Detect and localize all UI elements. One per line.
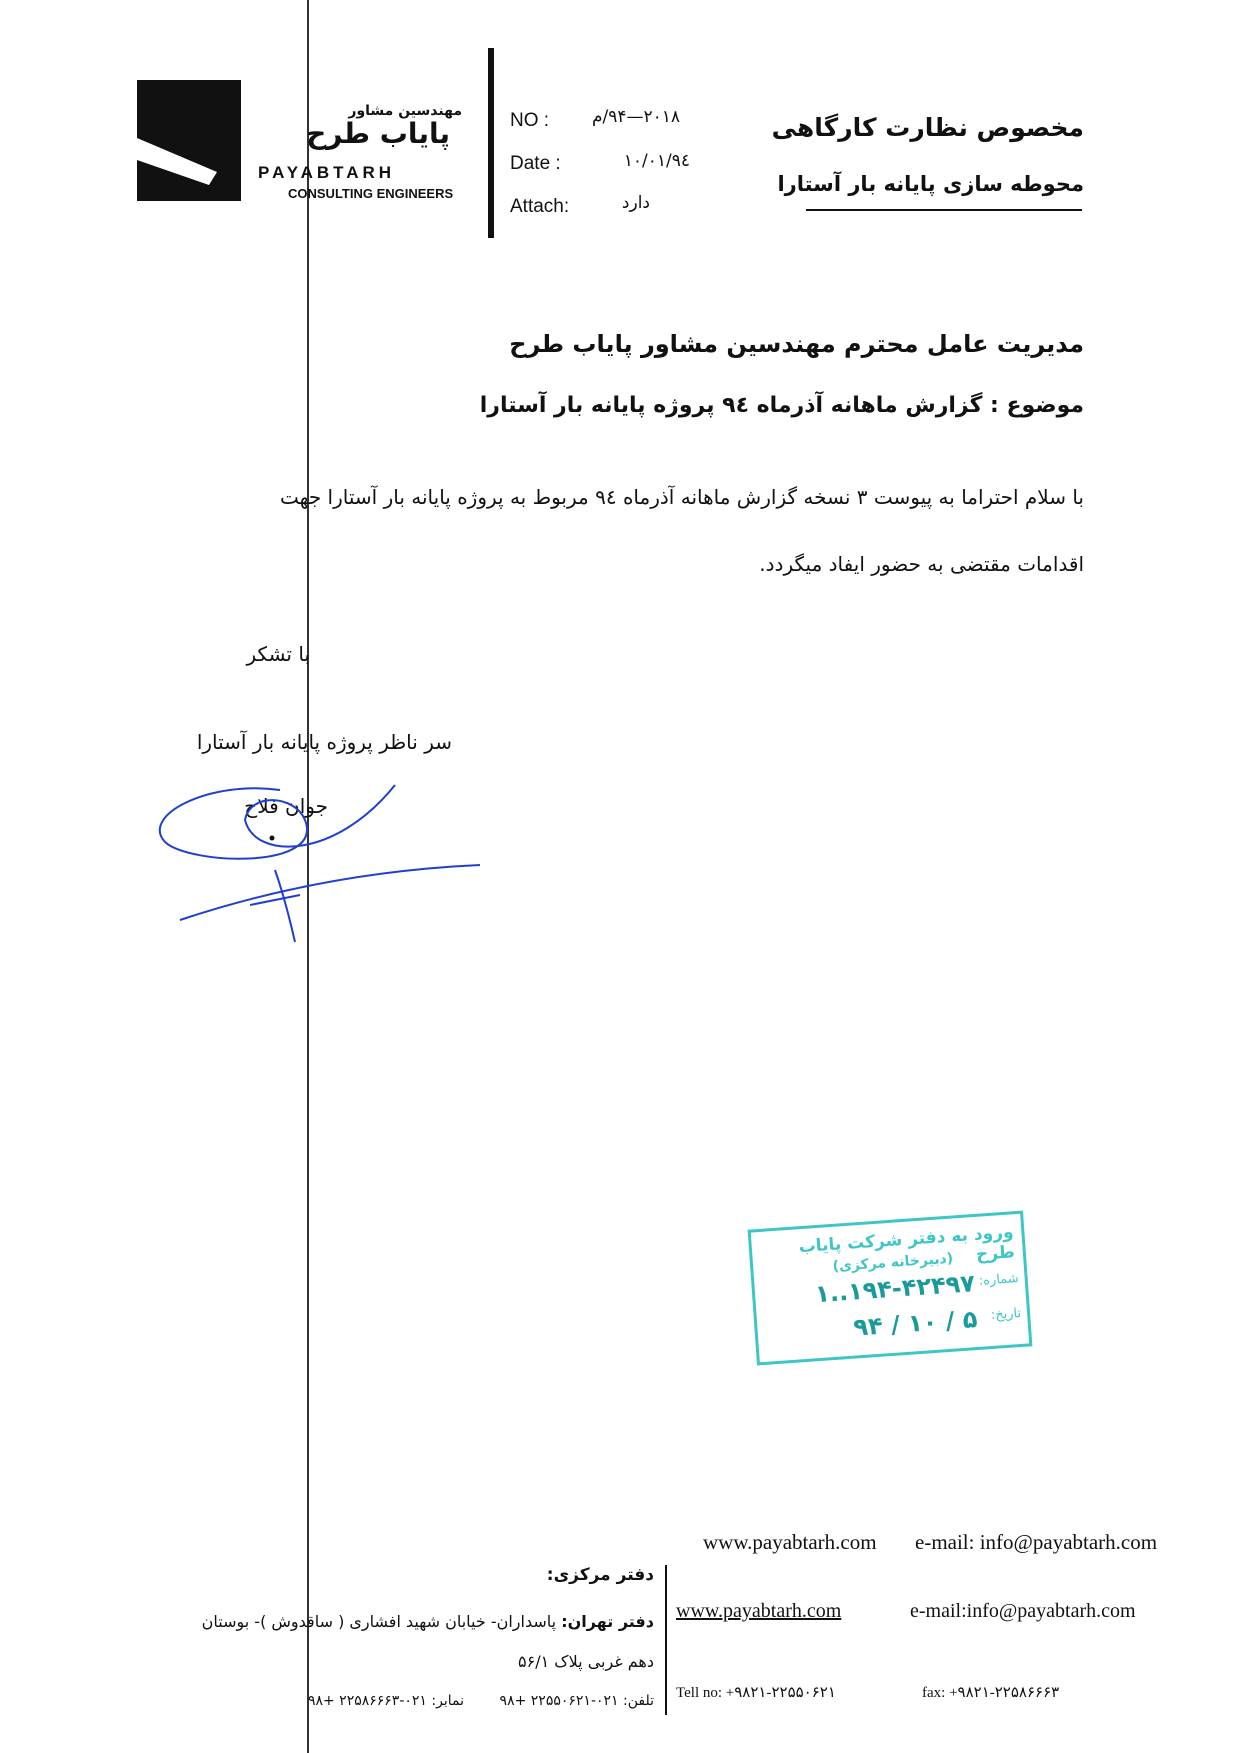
footer-email[interactable]: e-mail: info@payabtarh.com [915, 1530, 1158, 1554]
stamp-date-label: تاریخ: [990, 1305, 1022, 1324]
signer-name: جوان فلاح [244, 794, 328, 818]
footer-website-link[interactable]: www.payabtarh.com [676, 1600, 842, 1622]
logo-en-sub: CONSULTING ENGINEERS [288, 186, 454, 201]
date-value: ۹٤/۱۰/۰۱ [623, 151, 690, 171]
signer-title: سر ناظر پروژه پایانه بار آستارا [196, 730, 452, 754]
footer-tehran-label: دفتر تهران: [561, 1612, 654, 1631]
signature [150, 780, 490, 954]
footer-tel-en: Tell no: +۹۸۲۱-۲۲۵۵۰۶۲۱ [676, 1685, 836, 1701]
received-stamp [748, 1211, 1033, 1366]
header-divider [488, 48, 494, 238]
logo-fa-top: مهندسین مشاور [348, 103, 462, 119]
header-underline [806, 209, 1082, 211]
footer-tehran-address-2: دهم غربی پلاک ۵۶/۱ [518, 1652, 654, 1671]
subject: موضوع : گزارش ماهانه آذرماه ۹٤ پروژه پایانه بار آستارا [479, 393, 1084, 418]
recipient: مدیریت عامل محترم مهندسین مشاور پایاب طرح [509, 330, 1084, 358]
attach-value: دارد [621, 193, 650, 213]
closing: با تشکر [246, 642, 310, 666]
footer-tehran-address [190, 1612, 654, 1631]
stamp-number: ۱..۱۹۴-۴۲۴۹۷ [814, 1269, 976, 1309]
header-subtitle: محوطه سازی پایانه بار آستارا [777, 172, 1084, 196]
stamp-number-label: شماره: [978, 1271, 1020, 1289]
date-label: Date : [510, 153, 561, 174]
logo-en-name: PAYABTARH [258, 163, 396, 182]
stamp-subtitle: (دبیرخانه مرکزی) [832, 1250, 954, 1275]
header-title: مخصوص نظارت کارگاهی [771, 113, 1084, 142]
attach-label: Attach: [510, 196, 570, 217]
body-line-2: اقدامات مقتضی به حضور ایفاد میگردد. [759, 552, 1084, 576]
footer-tehran-address-text: پاسداران- خیابان شهید افشاری ( ساقدوش )- بوستان [201, 1612, 557, 1631]
stamp-date: ۹۴ / ۱۰ / ۵ [852, 1305, 979, 1342]
footer-divider [665, 1565, 667, 1715]
no-value: ۲۰۱۸—۹۴/م [591, 107, 680, 127]
logo-fa-main: پایاب طرح [306, 117, 450, 150]
stamp-title: ورود به دفتر شرکت پایاب طرح [798, 1222, 1016, 1265]
footer-hq-label: دفتر مرکزی: [546, 1565, 654, 1585]
footer-fax-en: fax: +۹۸۲۱-۲۲۵۸۶۶۶۳ [922, 1685, 1060, 1701]
footer-fax: نمابر: ۰۲۱-۲۲۵۸۶۶۶۳ +۹۸ [307, 1693, 464, 1709]
body-line-1: با سلام احتراما به پیوست ۳ نسخه گزارش ماهانه آذرماه ۹٤ مربوط به پروژه پایانه بار آستارا جهت [279, 485, 1084, 509]
footer-phone: تلفن: ۰۲۱-۲۲۵۵۰۶۲۱ +۹۸ [499, 1693, 654, 1709]
footer-email-2[interactable]: e-mail:info@payabtarh.com [910, 1600, 1136, 1622]
footer-website[interactable]: www.payabtarh.com [703, 1530, 877, 1554]
no-label: NO : [510, 110, 550, 131]
logo-mark [137, 80, 241, 201]
